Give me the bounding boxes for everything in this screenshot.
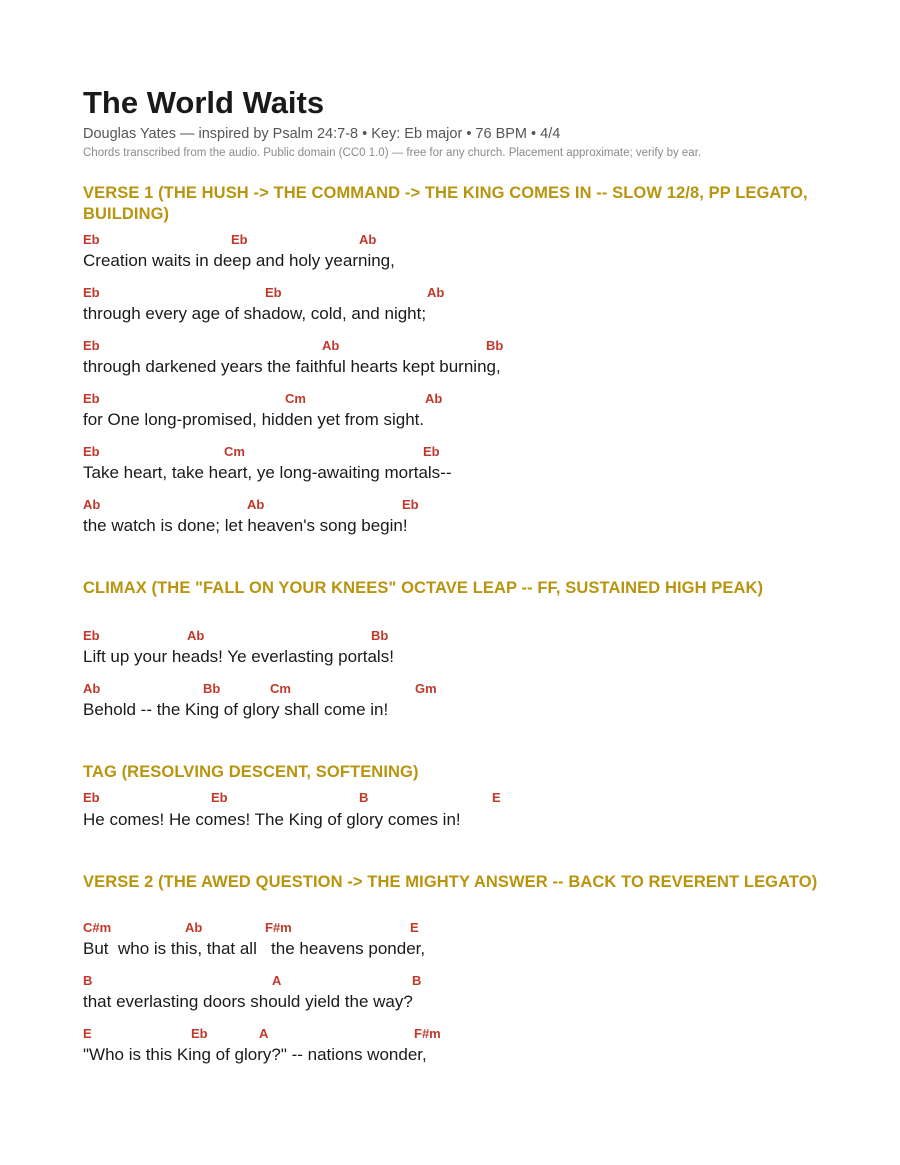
chord: A — [259, 1026, 269, 1041]
chord: Eb — [83, 391, 100, 406]
chord: Ab — [425, 391, 443, 406]
chord: Ab — [322, 338, 340, 353]
chord: Ab — [427, 285, 445, 300]
lyric-line: But who is this, that all the heavens ponder, — [83, 939, 426, 958]
lyric-line: the watch is done; let heaven's song begin! — [83, 516, 408, 535]
chord: Ab — [185, 920, 203, 935]
chord: Eb — [83, 628, 100, 643]
chord: C#m — [83, 920, 112, 935]
chord: Eb — [402, 497, 419, 512]
chord: Cm — [270, 681, 291, 696]
lyric-line: that everlasting doors should yield the way? — [83, 992, 413, 1011]
transcription-note: Chords transcribed from the audio. Public domain (CC0 1.0) — free for any church. Placement approximate; verify by ear. — [83, 147, 702, 159]
chord: Bb — [203, 681, 221, 696]
chord: Eb — [83, 790, 100, 805]
chord: Ab — [359, 232, 377, 247]
lyric-line: through every age of shadow, cold, and night; — [83, 304, 427, 323]
lyric-line: for One long-promised, hidden yet from sight. — [83, 410, 425, 429]
chord: A — [272, 973, 282, 988]
chord: Eb — [83, 444, 100, 459]
chord: Bb — [486, 338, 504, 353]
chord: F#m — [414, 1026, 441, 1041]
lyric-line: Creation waits in deep and holy yearning, — [83, 251, 395, 270]
chord: E — [492, 790, 501, 805]
chord: B — [83, 973, 93, 988]
section-heading-verse-1: VERSE 1 (THE HUSH -> THE COMMAND -> THE KING COMES IN -- SLOW 12/8, PP LEGATO, BUILDING) — [83, 184, 808, 223]
song-title: The World Waits — [83, 85, 325, 120]
song-subtitle: Douglas Yates — inspired by Psalm 24:7-8 • Key: Eb major • 76 BPM • 4/4 — [83, 126, 561, 142]
lyric-line: He comes! He comes! The King of glory comes in! — [83, 810, 461, 829]
chord: Ab — [187, 628, 205, 643]
chord: B — [412, 973, 422, 988]
chord: B — [359, 790, 369, 805]
chord: F#m — [265, 920, 292, 935]
chord: Eb — [83, 285, 100, 300]
chord: Eb — [211, 790, 228, 805]
chord: Ab — [83, 497, 101, 512]
chord: Eb — [191, 1026, 208, 1041]
lyric-line: Take heart, take heart, ye long-awaiting mortals-- — [83, 463, 452, 482]
lyric-line: through darkened years the faithful hearts kept burning, — [83, 357, 501, 376]
chord: Cm — [285, 391, 306, 406]
chord: Ab — [247, 497, 265, 512]
chord: Cm — [224, 444, 245, 459]
chord: Gm — [415, 681, 437, 696]
chord: Eb — [423, 444, 440, 459]
chord: Eb — [265, 285, 282, 300]
chord: Ab — [83, 681, 101, 696]
lyric-line: "Who is this King of glory?" -- nations wonder, — [83, 1045, 427, 1064]
section-heading-verse-2: VERSE 2 (THE AWED QUESTION -> THE MIGHTY ANSWER -- BACK TO REVERENT LEGATO) — [83, 873, 818, 891]
chord: Eb — [231, 232, 248, 247]
lyric-line: Behold -- the King of glory shall come in! — [83, 700, 389, 719]
chord: E — [83, 1026, 92, 1041]
lyric-line: Lift up your heads! Ye everlasting portals! — [83, 647, 394, 666]
section-heading-tag: TAG (RESOLVING DESCENT, SOFTENING) — [83, 763, 419, 781]
chord: Eb — [83, 338, 100, 353]
section-heading-climax: CLIMAX (THE "FALL ON YOUR KNEES" OCTAVE LEAP -- FF, SUSTAINED HIGH PEAK) — [83, 579, 764, 597]
chord: Eb — [83, 232, 100, 247]
chord: E — [410, 920, 419, 935]
chord: Bb — [371, 628, 389, 643]
